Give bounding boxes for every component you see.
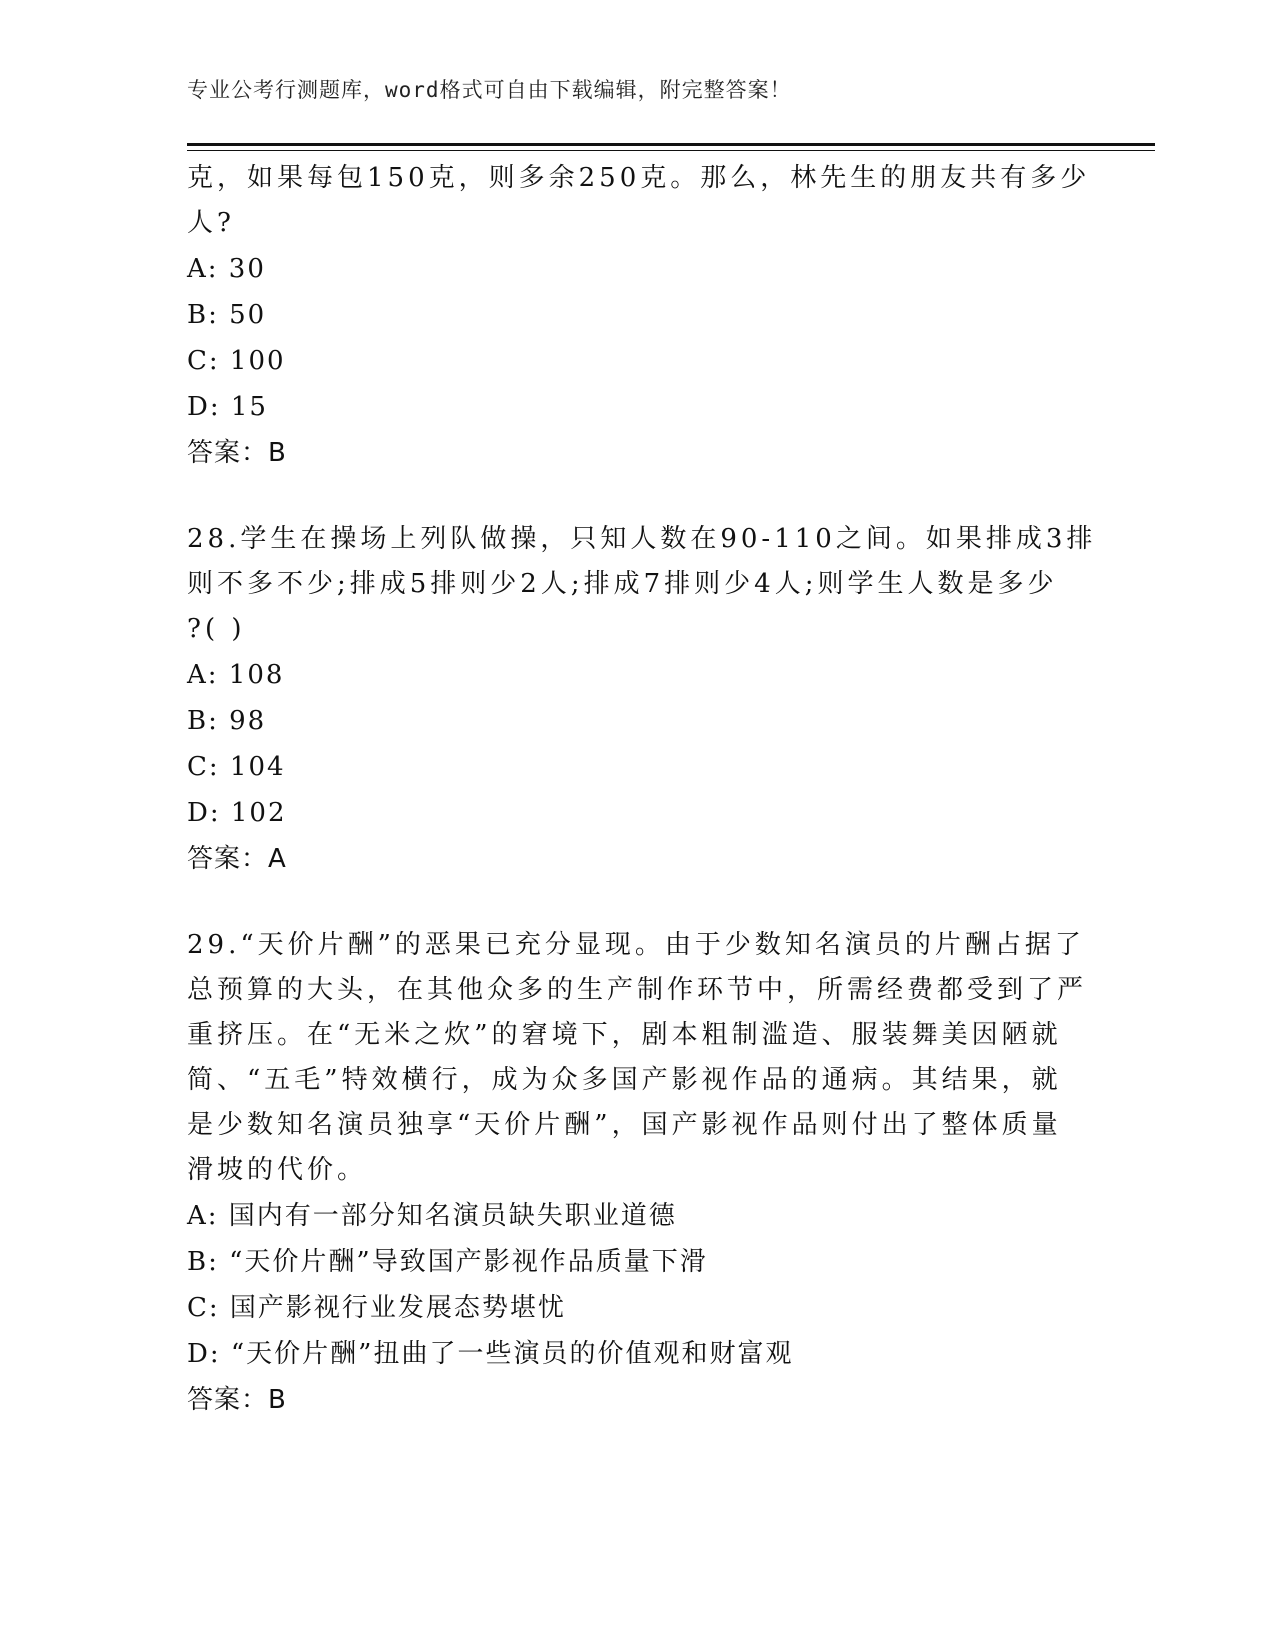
spacer xyxy=(187,476,1087,517)
question-27-continued xyxy=(187,156,1091,476)
question-28 xyxy=(187,517,1097,882)
page-header: 专业公考行测题库，word格式可自由下载编辑，附完整答案！ xyxy=(187,78,792,102)
question-content xyxy=(187,156,1097,1423)
option-b: B: “天价片酬”导致国产影视作品质量下滑 xyxy=(187,1247,708,1277)
option-b: B: 50 xyxy=(187,300,267,330)
question-text-line: 克，如果每包150克，则多余250克。那么，林先生的朋友共有多少 xyxy=(187,163,1091,193)
question-text-line: 滑坡的代价。 xyxy=(187,1155,368,1185)
option-b: B: 98 xyxy=(187,706,267,736)
option-c: C: 104 xyxy=(187,752,286,782)
question-text-line: 28.学生在操场上列队做操，只知人数在90-110之间。如果排成3排 xyxy=(187,524,1097,554)
question-text-line: 是少数知名演员独享“天价片酬”，国产影视作品则付出了整体质量 xyxy=(187,1110,1062,1140)
header-rule-thin xyxy=(187,150,1155,151)
option-a: A: 108 xyxy=(187,660,285,690)
question-text-line: 人? xyxy=(187,208,235,238)
option-a: A: 国内有一部分知名演员缺失职业道德 xyxy=(187,1201,677,1231)
question-text-line: 重挤压。在“无米之炊”的窘境下，剧本粗制滥造、服装舞美因陋就 xyxy=(187,1020,1062,1050)
answer-line: 答案：A xyxy=(187,844,287,874)
option-c: C: 100 xyxy=(187,346,286,376)
question-text-line: 总预算的大头，在其他众多的生产制作环节中，所需经费都受到了严 xyxy=(187,975,1088,1005)
question-29 xyxy=(187,923,1087,1423)
option-d: D: 15 xyxy=(187,392,268,422)
option-a: A: 30 xyxy=(187,254,266,284)
option-d: D: “天价片酬”扭曲了一些演员的价值观和财富观 xyxy=(187,1339,794,1369)
header-rule-thick xyxy=(187,143,1155,146)
question-text-line: 简、“五毛”特效横行，成为众多国产影视作品的通病。其结果，就 xyxy=(187,1065,1062,1095)
answer-line: 答案：B xyxy=(187,1385,287,1415)
option-c: C: 国产影视行业发展态势堪忧 xyxy=(187,1293,566,1323)
question-text-line: 29.“天价片酬”的恶果已充分显现。由于少数知名演员的片酬占据了 xyxy=(187,930,1085,960)
question-text-line: ?( ) xyxy=(187,614,246,644)
question-text-line: 则不多不少;排成5排则少2人;排成7排则少4人;则学生人数是多少 xyxy=(187,569,1058,599)
option-d: D: 102 xyxy=(187,798,287,828)
spacer xyxy=(187,882,1087,923)
answer-line: 答案：B xyxy=(187,438,287,468)
